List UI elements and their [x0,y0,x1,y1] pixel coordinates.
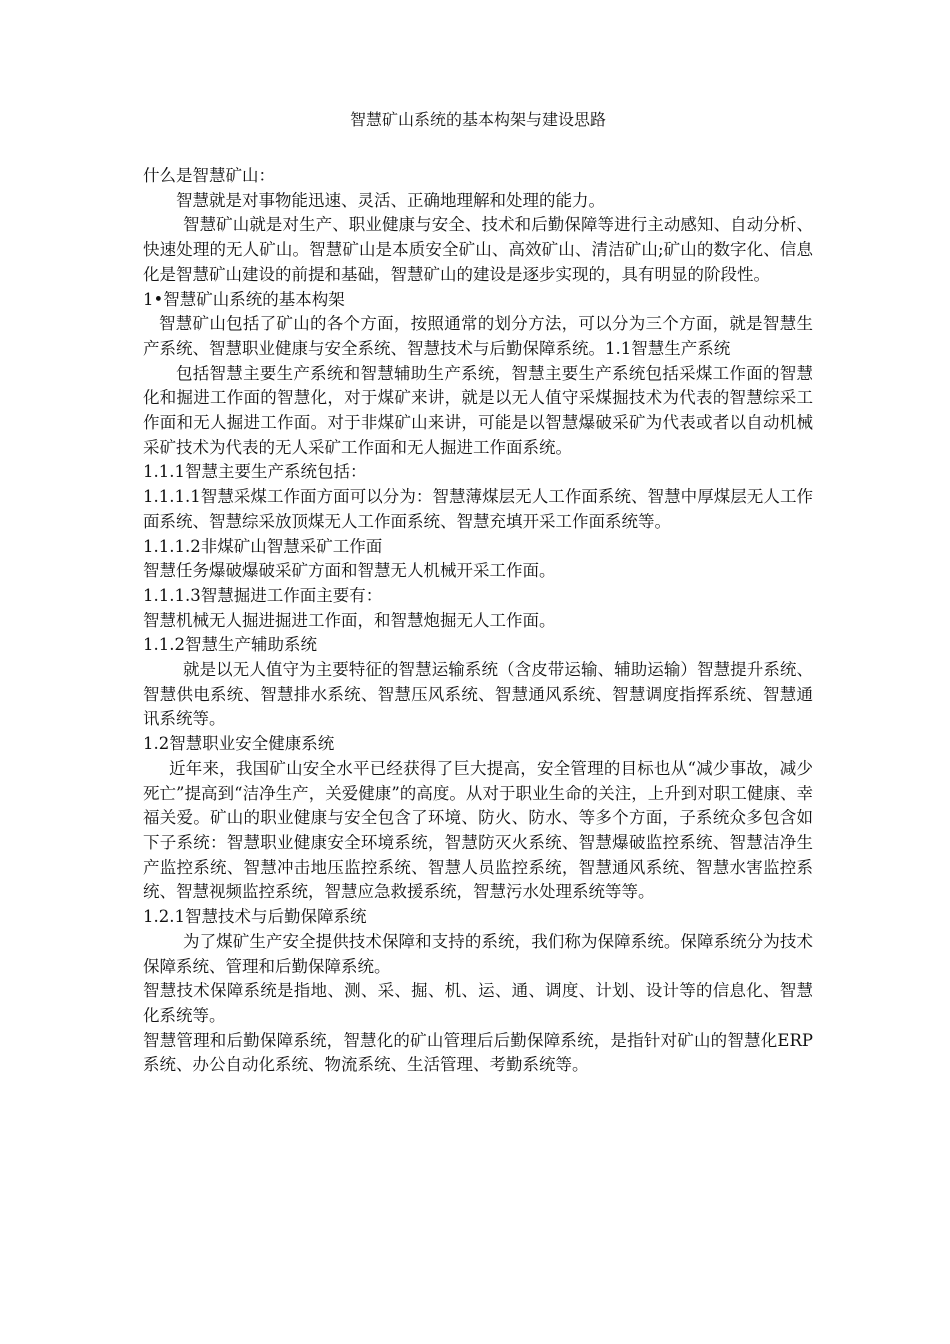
section-heading: 1.1.1智慧主要生产系统包括： [143,462,367,482]
paragraph: 智慧任务爆破爆破采矿方面和智慧无人机械开采工作面。 [143,561,556,581]
paragraph: 智慧矿山包括了矿山的各个方面，按照通常的划分方法，可以分为三个方面，就是智慧生产系统、智慧职业健康与安全系统、智慧技术与后勤保障系统。1.1智慧生产系统 [143,314,813,358]
document-page [143,108,813,1078]
paragraph: 智慧技术保障系统是指地、测、采、掘、机、运、通、调度、计划、设计等的信息化、智慧化系统等。 [143,981,813,1025]
paragraph: 什么是智慧矿山： [143,166,275,185]
paragraph: 近年来，我国矿山安全水平已经获得了巨大提高，安全管理的目标也从“减少事故，减少死亡”提高到“洁净生产，关爱健康”的高度。从对于职业生命的关注，上升到对职工健康、幸福关爱。矿山的职业健康与安全包含了环境、防火、防水、等多个方面，子系统众多包含如下子系统：智慧职业健康安全环境系统，智慧防灭火系统、智慧爆破监控系统、智慧洁净生产监控系统、智慧冲击地压监控系统、智慧人员监控系统，智慧通风系统、智慧水害监控系统、智慧视频监控系统，智慧应急救援系统，智慧污水处理系统等等。 [143,758,813,902]
section-heading: 1.1.2智慧生产辅助系统 [143,635,317,655]
document-title: 智慧矿山系统的基本构架与建设思路 [349,110,606,129]
paragraph: 智慧就是对事物能迅速、灵活、正确地理解和处理的能力。 [176,190,605,210]
paragraph: 包括智慧主要生产系统和智慧辅助生产系统，智慧主要生产系统包括采煤工作面的智慧化和掘进工作面的智慧化，对于煤矿来讲，就是以无人值守采煤掘技术为代表的智慧综采工作面和无人掘进工作面。对于非煤矿山来讲，可能是以智慧爆破采矿为代表或者以自动机械采矿技术为代表的无人采矿工作面和无人掘进工作面系统。 [143,363,813,457]
section-heading: 1.1.1.2非煤矿山智慧采矿工作面 [143,536,383,556]
paragraph: 1.1.1.1智慧采煤工作面方面可以分为：智慧薄煤层无人工作面系统、智慧中厚煤层无人工作面系统、智慧综采放顶煤无人工作面系统、智慧充填开采工作面系统等。 [143,487,813,531]
paragraph: 智慧机械无人掘进掘进工作面，和智慧炮掘无人工作面。 [143,610,556,630]
paragraph: 智慧矿山就是对生产、职业健康与安全、技术和后勤保障等进行主动感知、自动分析、快速处理的无人矿山。智慧矿山是本质安全矿山、高效矿山、清洁矿山;矿山的数字化、信息化是智慧矿山建设的前提和基础，智慧矿山的建设是逐步实现的，具有明显的阶段性。 [143,215,813,284]
section-heading: 1.2智慧职业安全健康系统 [143,734,335,754]
section-heading: 1•智慧矿山系统的基本构架 [143,289,345,309]
paragraph: 就是以无人值守为主要特征的智慧运输系统（含皮带运输、辅助运输）智慧提升系统、智慧供电系统、智慧排水系统、智慧压风系统、智慧通风系统、智慧调度指挥系统、智慧通讯系统等。 [143,660,813,729]
paragraph: 为了煤矿生产安全提供技术保障和支持的系统，我们称为保障系统。保障系统分为技术保障系统、管理和后勤保障系统。 [143,931,813,976]
section-heading: 1.2.1智慧技术与后勤保障系统 [143,907,367,927]
section-heading: 1.1.1.3智慧掘进工作面主要有： [143,585,383,605]
paragraph: 智慧管理和后勤保障系统，智慧化的矿山管理后后勤保障系统，是指针对矿山的智慧化ERP系统、办公自动化系统、物流系统、生活管理、考勤系统等。 [143,1030,813,1075]
